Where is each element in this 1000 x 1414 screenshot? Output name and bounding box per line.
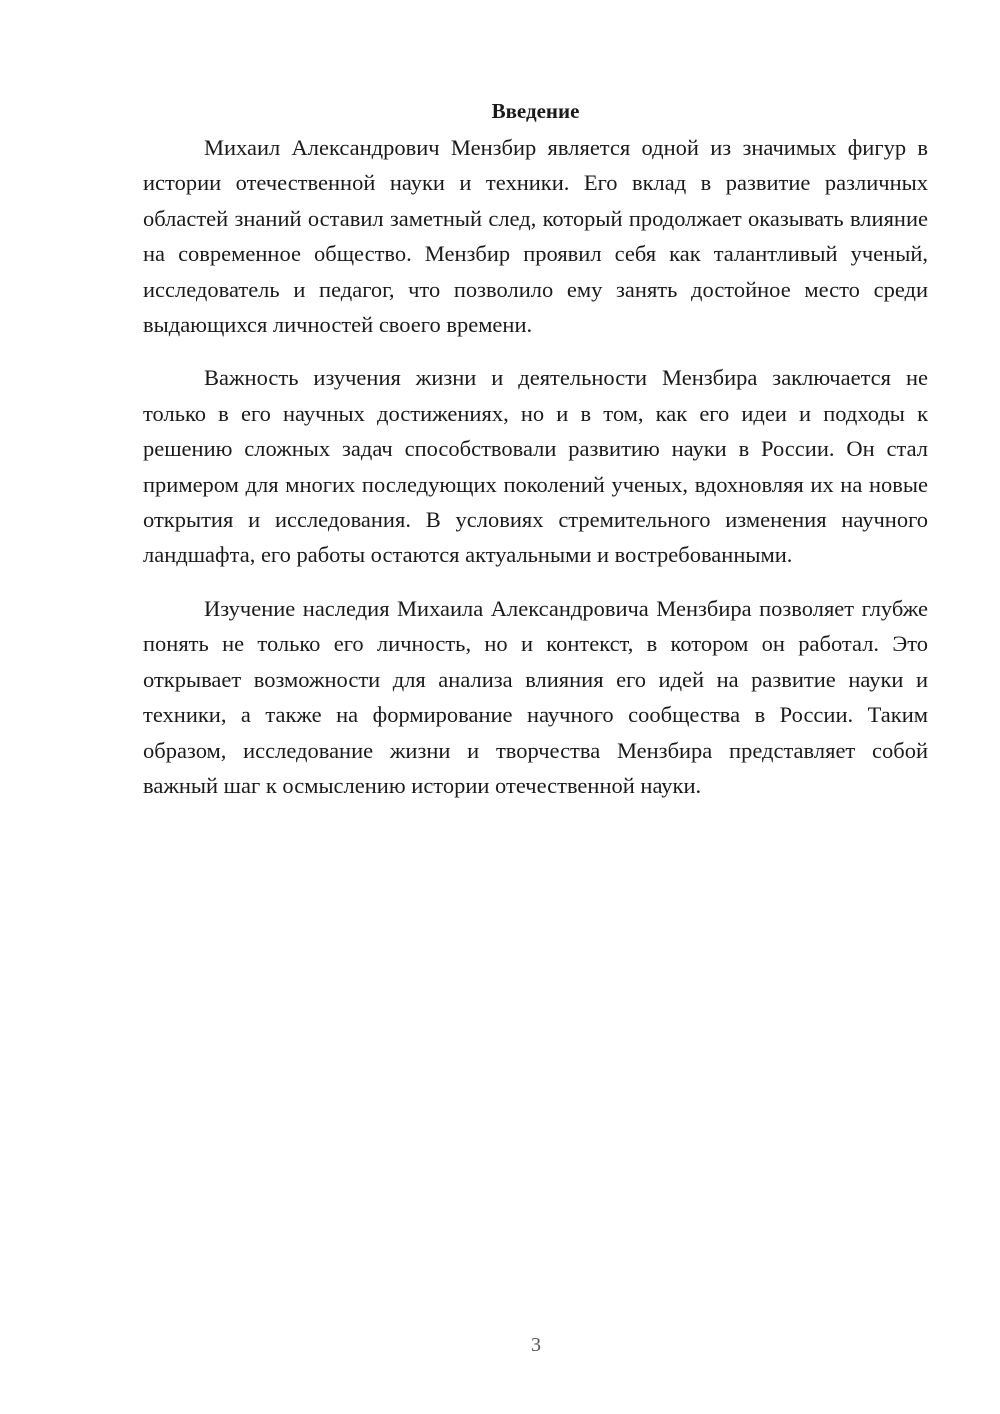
document-body (143, 94, 928, 821)
section-title: Введение (491, 99, 580, 123)
page-number: 3 (531, 1334, 541, 1356)
paragraph-1: Михаил Александрович Мензбир является одной из значимых фигур в истории отечественной науки и техники. Его вклад в развитие различных областей знаний оставил заметный след, который продолжает оказывать влияние на современное общество. Мензбир проявил себя как талантливый ученый, исследователь и педагог, что позволило ему занять достойное место среди выдающихся личностей своего времени. (143, 135, 928, 338)
paragraph-2: Важность изучения жизни и деятельности Мензбира заключается не только в его научных достижениях, но и в том, как его идеи и подходы к решению сложных задач способствовали развитию науки в России. Он стал примером для многих последующих поколений ученых, вдохновляя их на новые открытия и исследования. В условиях стремительного изменения научного ландшафта, его работы остаются актуальными и востребованными. (143, 365, 928, 568)
paragraph-3: Изучение наследия Михаила Александровича Мензбира позволяет глубже понять не только его личность, но и контекст, в котором он работал. Это открывает возможности для анализа влияния его идей на развитие науки и техники, а также на формирование научного сообщества в России. Таким образом, исследование жизни и творчества Мензбира представляет собой важный шаг к осмыслению истории отечественной науки. (143, 595, 928, 798)
